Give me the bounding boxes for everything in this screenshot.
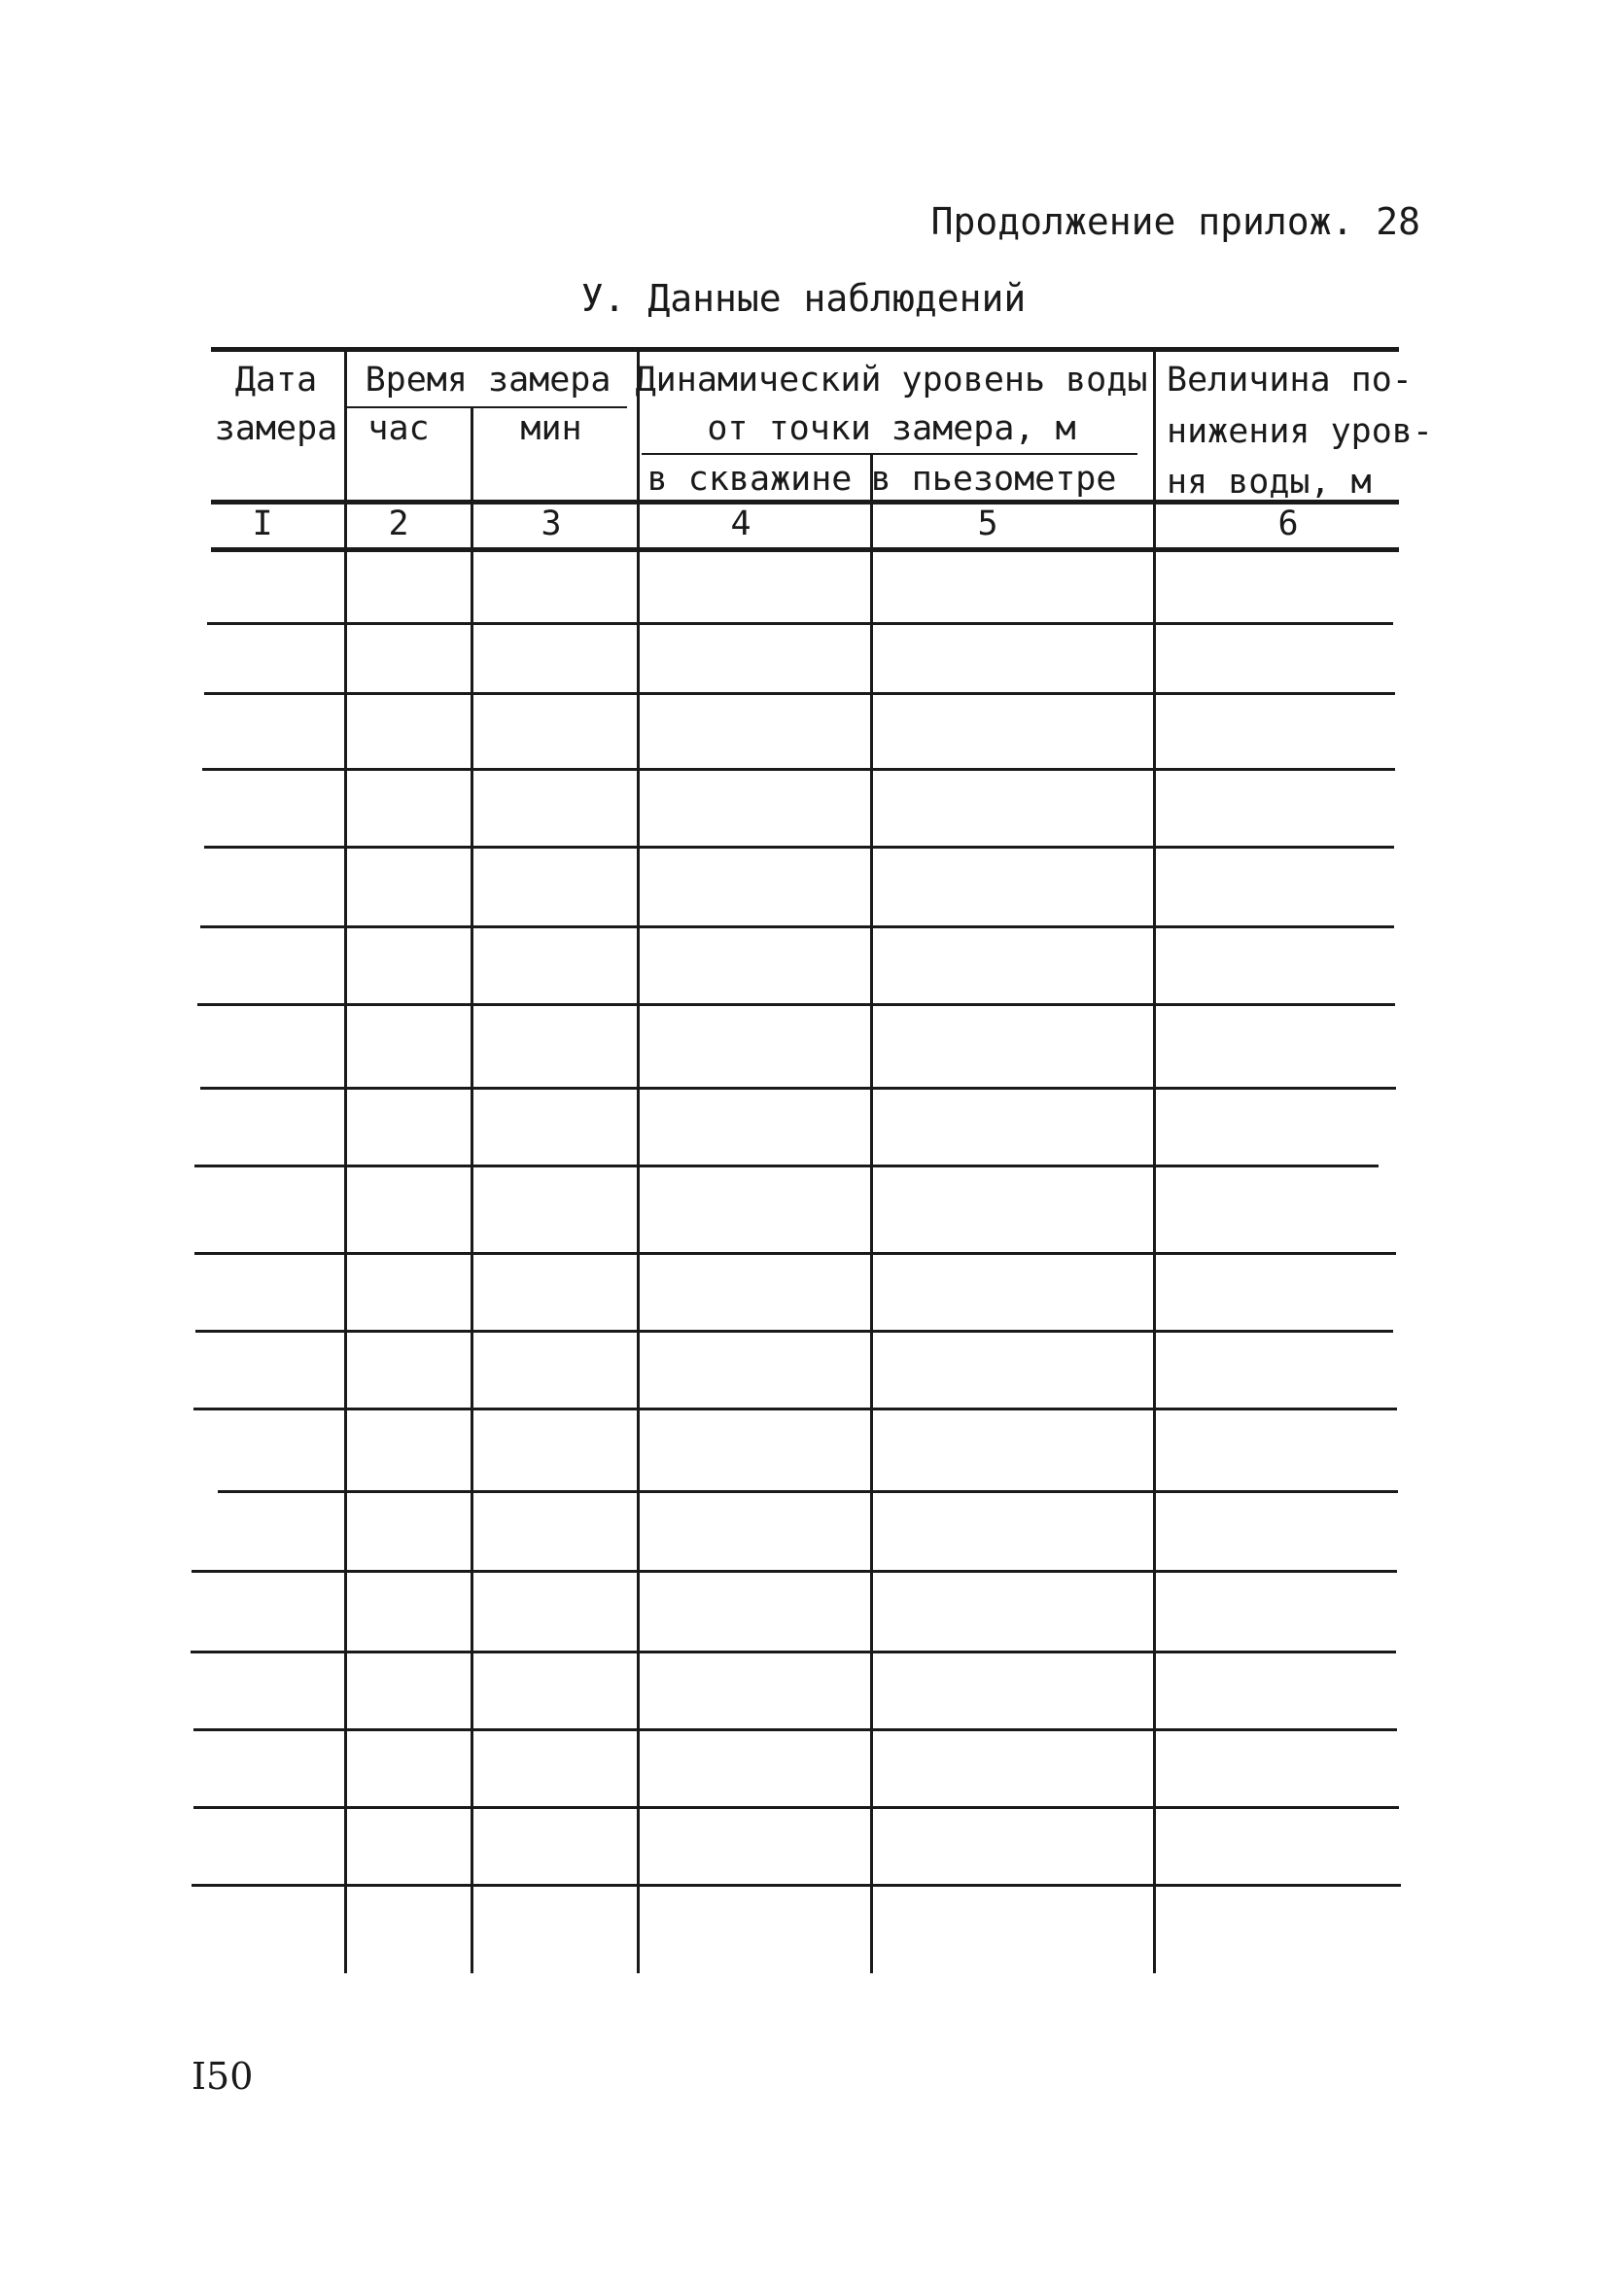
page-number: I50 bbox=[192, 2055, 254, 2098]
row-rule bbox=[207, 622, 1393, 625]
level-group-rule bbox=[642, 453, 1137, 455]
row-rule bbox=[204, 692, 1395, 695]
column-number: 2 bbox=[388, 504, 409, 543]
column-number: I bbox=[252, 504, 273, 543]
header-piezometer: в пьезометре bbox=[870, 460, 1117, 499]
header-level-line1: Динамический уровень воды bbox=[635, 361, 1148, 400]
header-drawdown-line1: Величина по- bbox=[1167, 361, 1413, 400]
row-rule bbox=[194, 1252, 1396, 1255]
row-rule bbox=[197, 1003, 1395, 1006]
row-rule bbox=[191, 1651, 1396, 1653]
header-date-line2: замера bbox=[214, 409, 338, 448]
header-hour: час bbox=[367, 409, 430, 448]
continuation-label: Продолжение прилож. 28 bbox=[930, 200, 1420, 243]
row-rule bbox=[193, 1806, 1399, 1809]
row-rule bbox=[192, 1884, 1401, 1887]
table-top-border bbox=[211, 347, 1399, 352]
header-level-line2: от точки замера, м bbox=[707, 409, 1076, 448]
header-time-group: Время замера bbox=[365, 361, 611, 400]
row-rule bbox=[193, 1728, 1397, 1731]
column-number: 4 bbox=[730, 504, 751, 543]
header-drawdown-line2: нижения уров- bbox=[1167, 412, 1433, 451]
row-rule bbox=[195, 1330, 1393, 1333]
section-title: У. Данные наблюдений bbox=[580, 277, 1027, 320]
column-number: 5 bbox=[977, 504, 998, 543]
row-rule bbox=[192, 1570, 1397, 1573]
column-divider bbox=[870, 453, 873, 1973]
column-divider bbox=[471, 406, 473, 1973]
header-minute: мин bbox=[520, 409, 582, 448]
time-group-rule bbox=[347, 406, 627, 408]
row-rule bbox=[200, 1087, 1396, 1090]
column-number: 3 bbox=[541, 504, 562, 543]
row-rule bbox=[204, 846, 1394, 849]
header-drawdown-line3: ня воды, м bbox=[1167, 463, 1372, 502]
numbers-bottom-rule bbox=[211, 547, 1399, 552]
row-rule bbox=[202, 768, 1395, 771]
row-rule bbox=[193, 1408, 1397, 1410]
row-rule bbox=[194, 1165, 1379, 1167]
column-number: 6 bbox=[1277, 504, 1299, 543]
row-rule bbox=[218, 1490, 1398, 1493]
header-well: в скважине bbox=[646, 460, 853, 499]
row-rule bbox=[200, 925, 1394, 928]
header-date-line1: Дата bbox=[234, 361, 318, 400]
